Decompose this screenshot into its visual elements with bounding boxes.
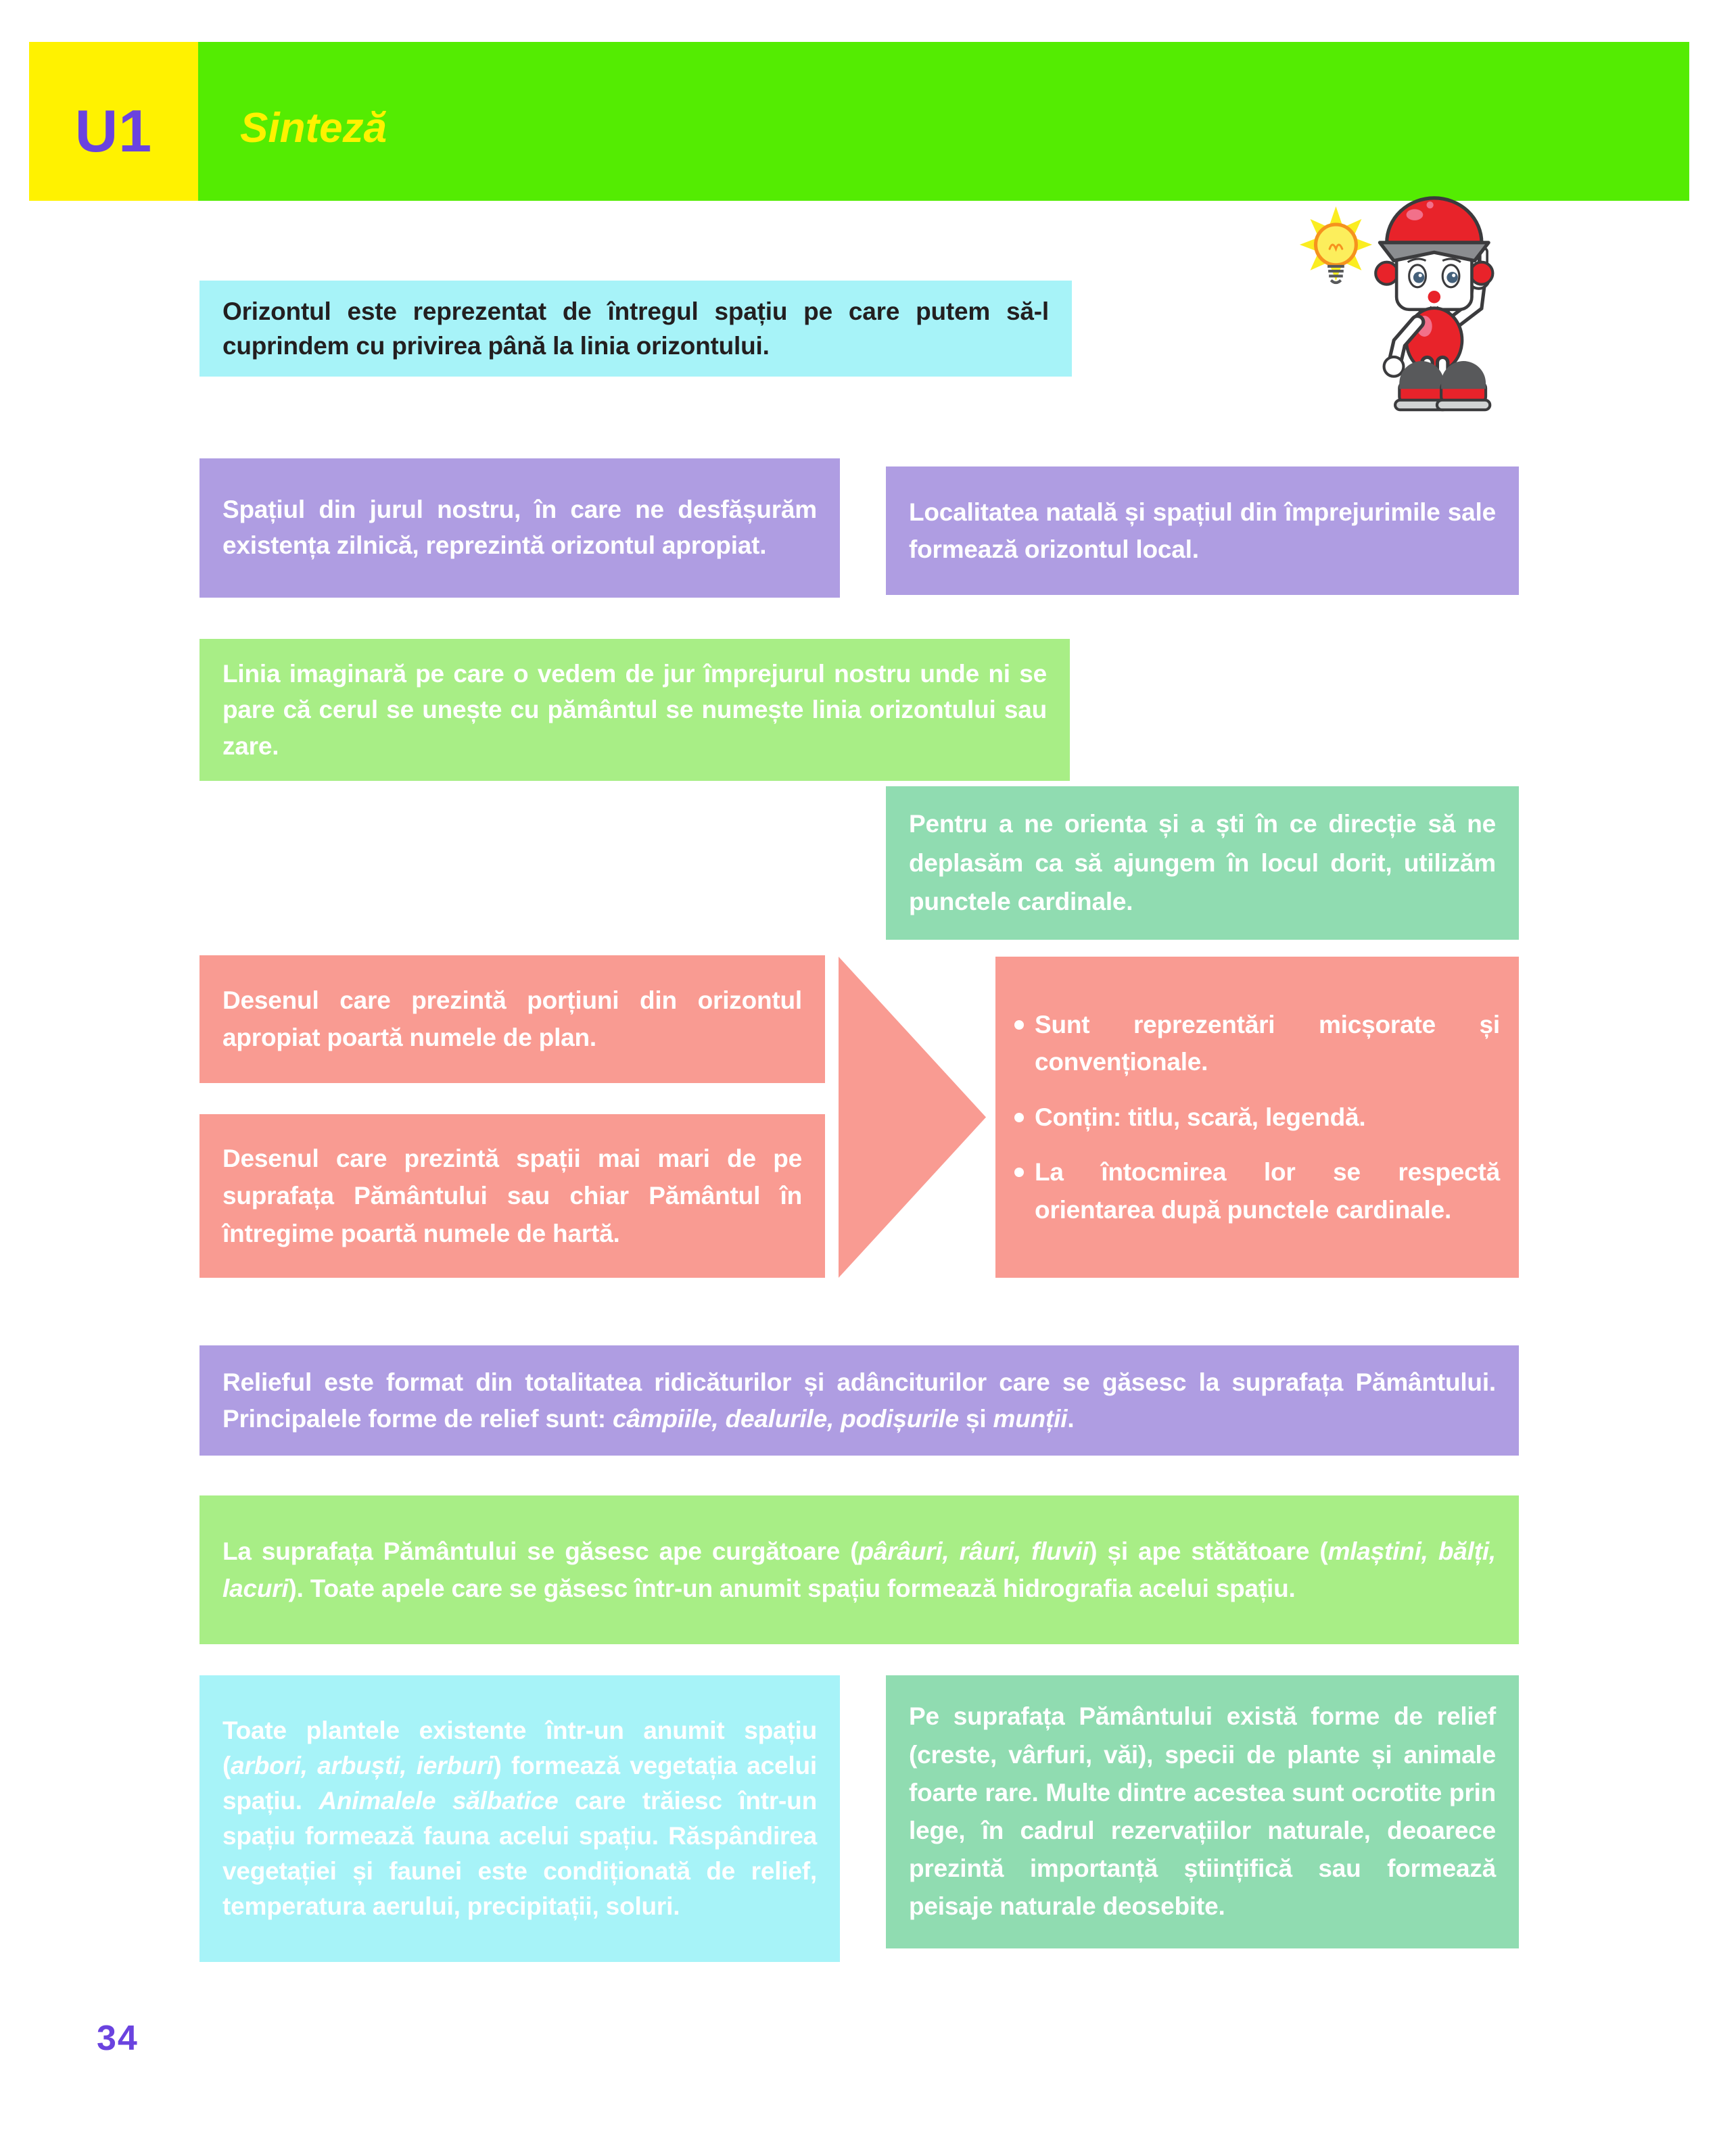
definition-text: Desenul care prezintă porțiuni din orizontul apropiat poartă numele de plan. <box>222 986 802 1051</box>
robot-mascot-illustration <box>1297 178 1535 450</box>
definition-text: Pe suprafața Pământului există forme de relief (creste, vârfuri, văi), specii de plante și animale foarte rare. Multe dintre acestea sunt ocrotite prin lege, în cadrul rezervațiilor naturale, deoarece prezintă importanță științifică sau formează peisaje naturale deosebite. <box>909 1702 1496 1921</box>
bullet-dot-icon <box>1014 1168 1024 1177</box>
definition-text: Linia imaginară pe care o vedem de jur împrejurul nostru unde ni se pare că cerul se unește cu pământul se numește linia orizontului sau zare. <box>222 660 1047 760</box>
definition-text: Spațiul din jurul nostru, în care ne desfășurăm existența zilnică, reprezintă orizontul apropiat. <box>222 496 817 559</box>
robot-figure <box>1375 198 1492 410</box>
definition-text: Pentru a ne orienta și a ști în ce direcție să ne deplasăm ca să ajungem în locul dorit, utilizăm punctele cardinale. <box>909 810 1496 916</box>
list-item <box>1014 1006 1500 1081</box>
definition-box-relief <box>199 1345 1519 1456</box>
definition-text: Toate plantele existente într-un anumit spațiu (arbori, arbuști, ierburi) formează vegetația acelui spațiu. Animalele sălbatice care trăiesc într-un spațiu formează fauna acelui spațiu. Răspândirea vegetației și faunei este condiționată de relief, temperatura aerului, precipitații, soluri. <box>222 1716 817 1921</box>
bullet-text: La întocmirea lor se respectă orientarea după punctele cardinale. <box>1035 1158 1500 1224</box>
arrow-right-shape <box>839 957 986 1278</box>
list-item <box>1014 1153 1500 1228</box>
definition-box-near-horizon <box>199 458 840 598</box>
definition-box-map <box>199 1114 825 1278</box>
page-number: 34 <box>97 2019 139 2058</box>
bullet-dot-icon <box>1014 1113 1024 1122</box>
definition-text: Localitatea natală și spațiul din împrejurimile sale formează orizontul local. <box>909 498 1496 563</box>
list-item <box>1014 1099 1500 1136</box>
definition-box-plan <box>199 955 825 1083</box>
definition-text: Desenul care prezintă spații mai mari de pe suprafața Pământului sau chiar Pământul în întregime poartă numele de hartă. <box>222 1144 802 1247</box>
unit-badge-label: U1 <box>74 97 153 164</box>
definition-box-natural-reserves <box>886 1675 1519 1948</box>
definition-text: Relieful este format din totalitatea ridicăturilor și adânciturilor care se găsesc la suprafața Pământului. Principalele forme de relief sunt: câmpiile, dealurile, podișurile și munții. <box>222 1368 1496 1433</box>
definition-box-horizon <box>199 281 1072 377</box>
bullet-text: Conțin: titlu, scară, legendă. <box>1035 1103 1366 1131</box>
page-title: Sinteză <box>240 105 387 151</box>
definition-box-horizon-line <box>199 639 1070 781</box>
map-properties-list <box>1014 1006 1500 1229</box>
idea-lightbulb-icon <box>1300 206 1372 283</box>
bullet-dot-icon <box>1014 1020 1024 1030</box>
unit-badge <box>29 42 198 201</box>
definition-box-vegetation-fauna <box>199 1675 840 1962</box>
bullet-text: Sunt reprezentări micșorate și convenționale. <box>1035 1010 1500 1076</box>
map-properties-box <box>995 957 1519 1278</box>
section-banner <box>198 42 1689 201</box>
definition-box-cardinal-points <box>886 786 1519 940</box>
definition-box-hydrography <box>199 1495 1519 1644</box>
definition-box-local-horizon <box>886 466 1519 595</box>
definition-text: Orizontul este reprezentat de întregul spațiu pe care putem să-l cuprindem cu privirea până la linia orizontului. <box>222 297 1049 360</box>
definition-text: La suprafața Pământului se găsesc ape curgătoare (pârâuri, râuri, fluvii) și ape stătătoare (mlaștini, bălți, lacuri). Toate apele care se găsesc într-un anumit spațiu formează hidrografia acelui spațiu. <box>222 1537 1497 1602</box>
